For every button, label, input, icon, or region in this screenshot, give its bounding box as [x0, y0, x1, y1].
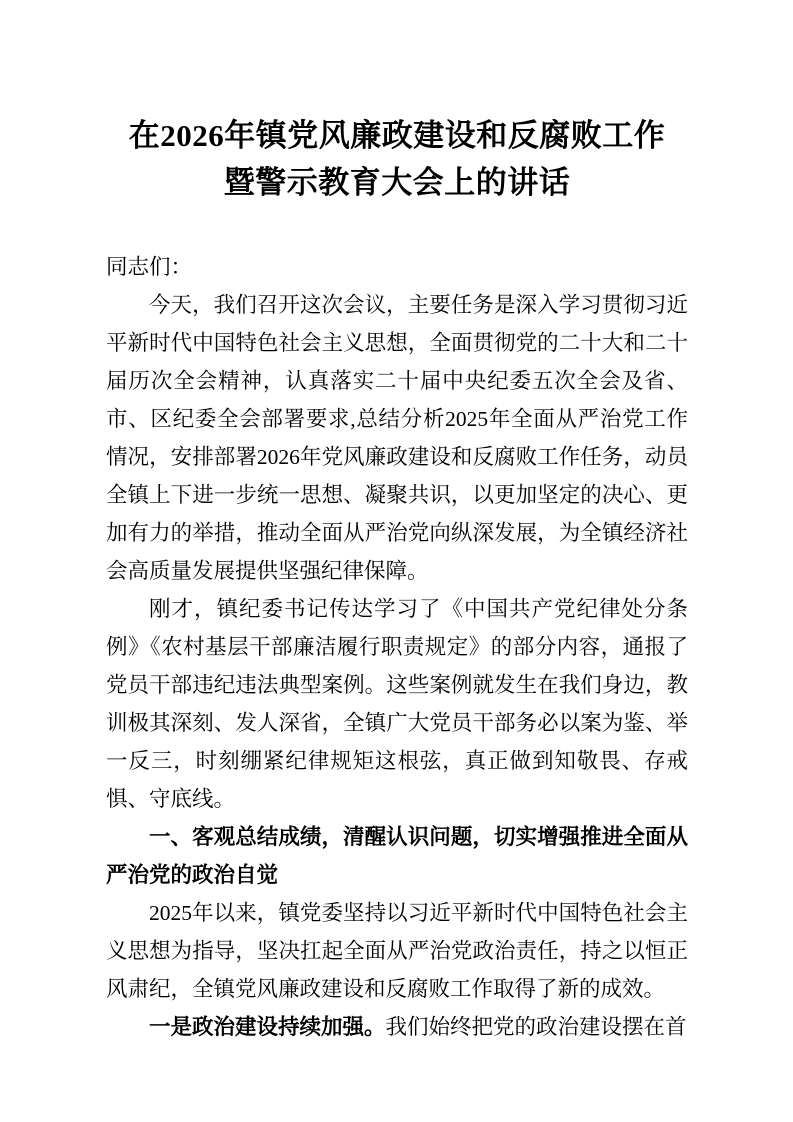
paragraph-political-building-lead: 一是政治建设持续加强。: [149, 1015, 386, 1039]
salutation: 同志们：: [106, 255, 193, 279]
paragraph-political-building-rest: 我们始终把党的政治建设摆在首: [385, 1015, 687, 1039]
doc-title-line-2: 暨警示教育大会上的讲话: [223, 165, 571, 200]
paragraph-briefing: 刚才，镇纪委书记传达学习了《中国共产党纪律处分条例》《农村基层干部廉洁履行职责规定》的部分内容，通报了党员干部违纪违法典型案例。这些案例就发生在我们身边，教训极其深刻、发人深省，全镇广大党员干部务必以案为鉴、举一反三，时刻绷紧纪律规矩这根弦，真正做到知敬畏、存戒惧、守底线。: [106, 597, 688, 811]
paragraph-political-building: [106, 1008, 688, 1046]
paragraph-achievements: 2025年以来，镇党委坚持以习近平新时代中国特色社会主义思想为指导，坚决扛起全面从严治党政治责任，持之以恒正风肃纪，全镇党风廉政建设和反腐败工作取得了新的成效。: [106, 901, 688, 1001]
paragraph-intro: 今天，我们召开这次会议，主要任务是深入学习贯彻习近平新时代中国特色社会主义思想，全面贯彻党的二十大和二十届历次全会精神，认真落实二十届中央纪委五次全会及省、市、区纪委全会部署要求,总结分析2025年全面从严治党工作情况，安排部署2026年党风廉政建设和反腐败工作任务，动员全镇上下进一步统一思想、凝聚共识，以更加坚定的决心、更加有力的举措，推动全面从严治党向纵深发展，为全镇经济社会高质量发展提供坚强纪律保障。: [106, 293, 688, 583]
doc-title: [106, 112, 688, 206]
doc-title-line-1: 在2026年镇党风廉政建设和反腐败工作: [128, 118, 666, 153]
section-heading-1: 一、客观总结成绩，清醒认识问题，切实增强推进全面从严治党的政治自觉: [106, 825, 688, 887]
